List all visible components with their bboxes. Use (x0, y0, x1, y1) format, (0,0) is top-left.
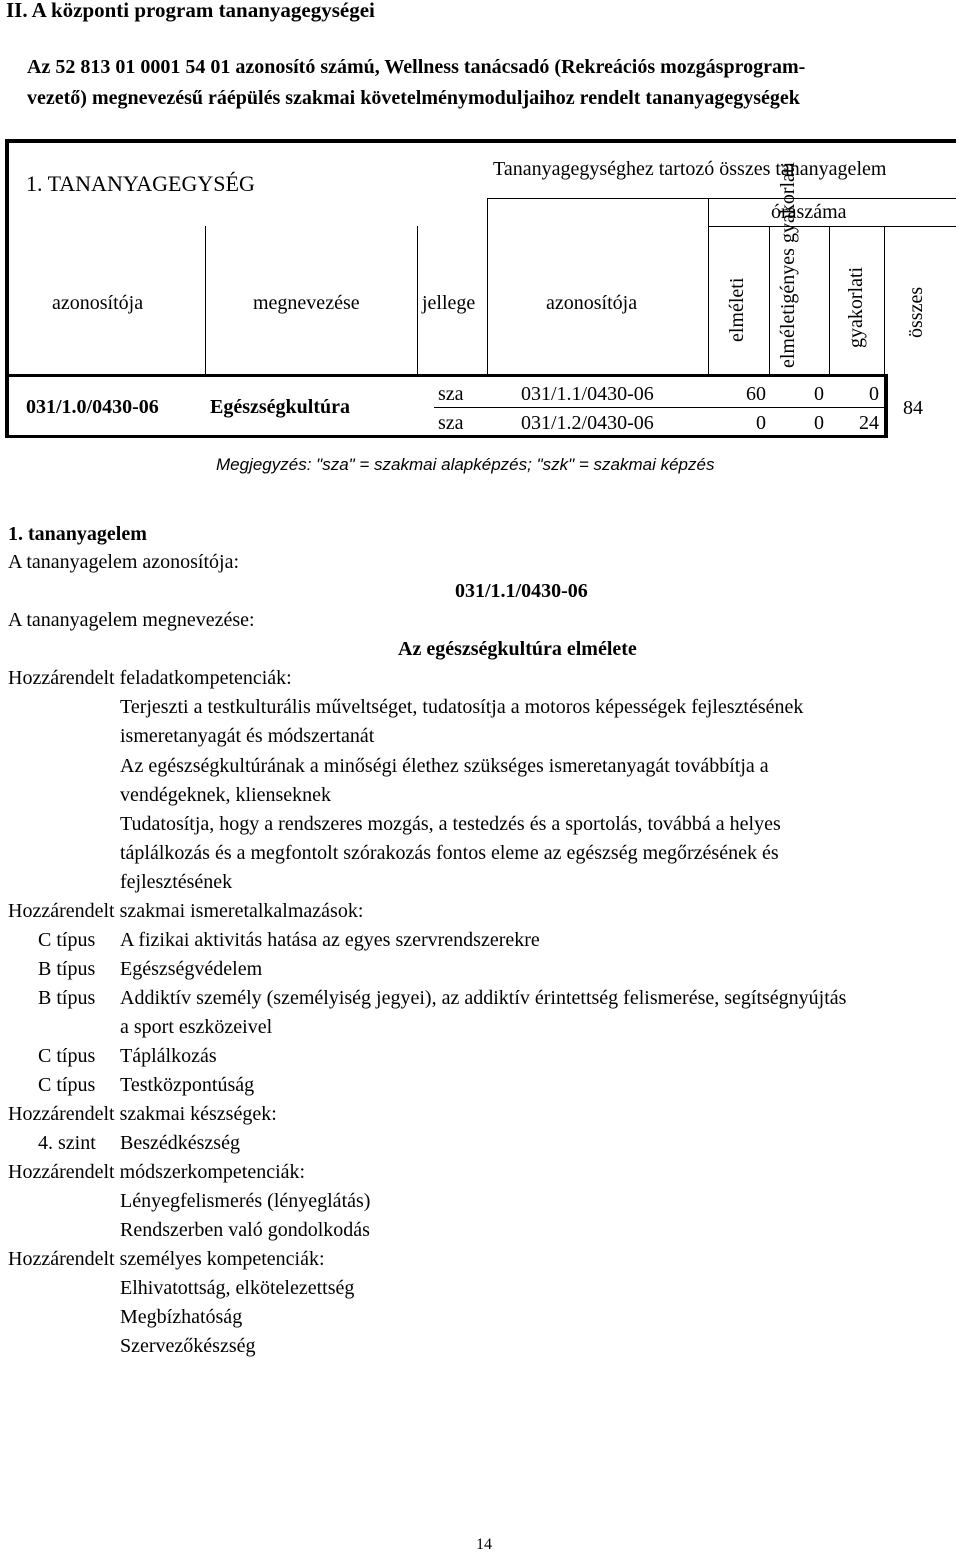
row-gyakorlati: 0 (869, 383, 879, 405)
hours-header: óraszáma (771, 201, 847, 223)
intro-line-2: vezető) megnevezésű ráépülés szakmai követelménymoduljaihoz rendelt tananyagegységek (27, 87, 800, 109)
unit-title: 1. TANANYAGEGYSÉG (26, 171, 255, 196)
skill-text: Beszédkészség (120, 1132, 240, 1154)
knowledge-type: B típus (38, 958, 96, 980)
knowledge-text: a sport eszközeivel (120, 1016, 273, 1038)
skill-level: 4. szint (38, 1132, 96, 1154)
col-megnevezese: megnevezése (253, 292, 360, 314)
element-id-value: 031/1.1/0430-06 (455, 580, 588, 602)
personal-item: Szervezőkészség (120, 1335, 256, 1357)
personal-item: Megbízhatóság (120, 1306, 243, 1328)
element-name-label: A tananyagelem megnevezése: (8, 609, 255, 631)
knowledge-text: Addiktív személy (személyiség jegyei), az addiktív érintettség felismerése, segítségnyújtás (120, 987, 847, 1009)
tasks-label: Hozzárendelt feladatkompetenciák: (8, 667, 292, 689)
knowledge-type: C típus (38, 1074, 96, 1096)
row-elmeleti: 60 (746, 383, 766, 405)
page-heading: II. A központi program tananyagegységei (6, 0, 375, 22)
col-gyakorlati: gyakorlati (845, 266, 867, 348)
knowledge-text: Táplálkozás (120, 1045, 217, 1067)
row-elm-gyak: 0 (814, 412, 824, 434)
task-line: vendégeknek, klienseknek (120, 784, 332, 806)
col-elmeletigenyes-line2: gyakorlati (777, 161, 799, 244)
skills-label: Hozzárendelt szakmai készségek: (8, 1103, 277, 1125)
element-title: 1. tananyagelem (8, 523, 147, 545)
col-azonositoja: azonosítója (52, 292, 144, 314)
knowledge-label: Hozzárendelt szakmai ismeretalkalmazások: (8, 900, 364, 922)
knowledge-text: Testközpontúság (120, 1074, 255, 1096)
task-line: Az egészségkultúrának a minőségi élethez szükséges ismeretanyagát továbbítja a (120, 755, 769, 777)
task-line: Tudatosítja, hogy a rendszeres mozgás, a testedzés és a sportolás, továbbá a helyes (120, 813, 781, 835)
col-elmeletigenyes-line1: elméletigényes (777, 248, 799, 368)
method-item: Lényegfelismerés (lényeglátás) (120, 1190, 371, 1212)
total-hours: 84 (903, 397, 923, 419)
task-line: fejlesztésének (120, 871, 233, 893)
elements-header: Tananyagegységhez tartozó összes tananyagelem (493, 158, 887, 180)
personal-item: Elhivatottság, elkötelezettség (120, 1277, 355, 1299)
col-elem-azonositoja: azonosítója (546, 292, 638, 314)
table-note: Megjegyzés: "sza" = szakmai alapképzés; "szk" = szakmai képzés (216, 455, 715, 474)
unit-name: Egészségkultúra (210, 396, 350, 418)
element-name-value: Az egészségkultúra elmélete (398, 638, 637, 660)
knowledge-type: B típus (38, 987, 96, 1009)
task-line: Terjeszti a testkulturális műveltséget, tudatosítja a motoros képességek fejlesztésének (120, 696, 804, 718)
knowledge-type: C típus (38, 929, 96, 951)
row-gyakorlati: 24 (859, 412, 879, 434)
row-jelleg: sza (438, 383, 464, 405)
row-id: 031/1.2/0430-06 (521, 412, 654, 434)
knowledge-text: A fizikai aktivitás hatása az egyes szervrendszerekre (120, 929, 540, 951)
knowledge-text: Egészségvédelem (120, 958, 263, 980)
knowledge-type: C típus (38, 1045, 96, 1067)
row-id: 031/1.1/0430-06 (521, 383, 654, 405)
row-elmeleti: 0 (756, 412, 766, 434)
element-id-label: A tananyagelem azonosítója: (8, 551, 240, 573)
col-osszes: összes (905, 286, 927, 338)
task-line: táplálkozás és a megfontolt szórakozás fontos eleme az egészség megőrzésének és (120, 842, 779, 864)
method-label: Hozzárendelt módszerkompetenciák: (8, 1161, 306, 1183)
method-item: Rendszerben való gondolkodás (120, 1219, 370, 1241)
page-number: 14 (476, 1536, 492, 1553)
col-jellege: jellege (422, 292, 476, 314)
task-line: ismeretanyagát és módszertanát (120, 725, 375, 747)
personal-label: Hozzárendelt személyes kompetenciák: (8, 1248, 325, 1270)
col-elmeletigenyes (776, 161, 800, 368)
row-elm-gyak: 0 (814, 383, 824, 405)
row-jelleg: sza (438, 412, 464, 434)
unit-id: 031/1.0/0430-06 (26, 396, 159, 418)
intro-line-1: Az 52 813 01 0001 54 01 azonosító számú, Wellness tanácsadó (Rekreációs mozgásprogram- (27, 56, 806, 78)
col-elmeleti: elméleti (726, 277, 748, 342)
